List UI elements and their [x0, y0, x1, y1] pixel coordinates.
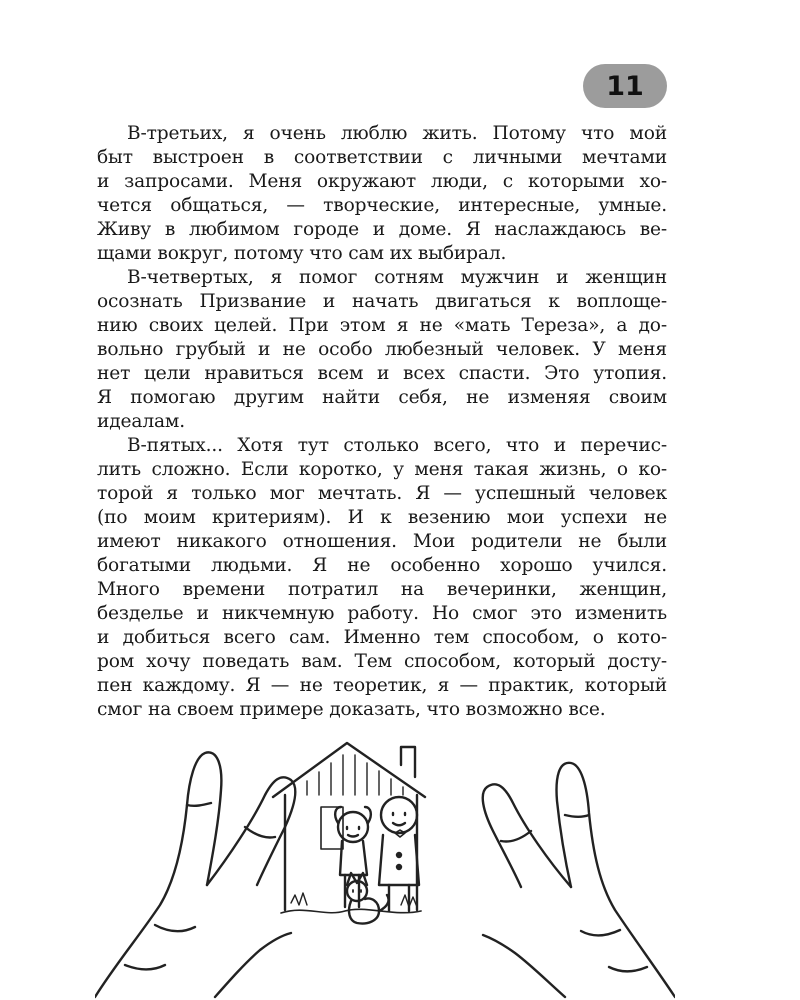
text-line: смог на своем примере доказать, что возможно все.: [97, 699, 606, 720]
text-line: имеют никакого отношения. Мои родители не были: [97, 531, 667, 552]
text-line: лить сложно. Если коротко, у меня такая жизнь, о ко-: [97, 459, 667, 480]
page-number-badge: [583, 64, 667, 108]
text-line: (по моим критериям). И к везению мои успехи не: [97, 507, 667, 528]
text-line: Живу в любимом городе и доме. Я наслаждаюсь ве-: [97, 219, 667, 240]
text-line: нет цели нравиться всем и всех спасти. Это утопия.: [97, 363, 667, 384]
text-line: безделье и никчемную работу. Но смог это изменить: [97, 603, 667, 624]
text-line: нию своих целей. При этом я не «мать Тереза», а до-: [97, 315, 667, 336]
right-hand: [483, 763, 675, 997]
boy: [379, 797, 419, 911]
text-line: щами вокруг, потому что сам их выбирал.: [97, 243, 507, 264]
text-line: чется общаться, — творческие, интересные, умные.: [97, 195, 667, 216]
text-line: и добиться всего сам. Именно тем способом, о кото-: [97, 627, 667, 648]
text-line: идеалам.: [97, 411, 186, 432]
text-line: и запросами. Меня окружают люди, с которыми хо-: [97, 171, 667, 192]
text-line: пен каждому. Я — не теоретик, я — практик, который: [97, 675, 667, 696]
text-line: В-пятых... Хотя тут столько всего, что и перечис-: [127, 435, 667, 456]
hands-house-illustration: [95, 735, 675, 1000]
page-number: 11: [606, 70, 644, 102]
house: [273, 743, 425, 913]
left-hand: [95, 752, 295, 997]
text-line: Много времени потратил на вечеринки, женщин,: [97, 579, 667, 600]
text-line: вольно грубый и не особо любезный человек. У меня: [97, 339, 667, 360]
text-line: осознать Призвание и начать двигаться к воплоще-: [97, 291, 667, 312]
text-line: Я помогаю другим найти себя, не изменяя своим: [97, 387, 667, 408]
text-line: В-третьих, я очень люблю жить. Потому что мой: [127, 123, 667, 144]
text-line: ром хочу поведать вам. Тем способом, который досту-: [97, 651, 667, 672]
text-line: торой я только мог мечтать. Я — успешный человек: [97, 483, 667, 504]
text-line: быт выстроен в соответствии с личными мечтами: [97, 147, 667, 168]
cat: [347, 873, 389, 924]
text-line: В-четвертых, я помог сотням мужчин и женщин: [127, 267, 667, 288]
body-text: [97, 122, 667, 722]
text-line: богатыми людьми. Я не особенно хорошо учился.: [97, 555, 667, 576]
